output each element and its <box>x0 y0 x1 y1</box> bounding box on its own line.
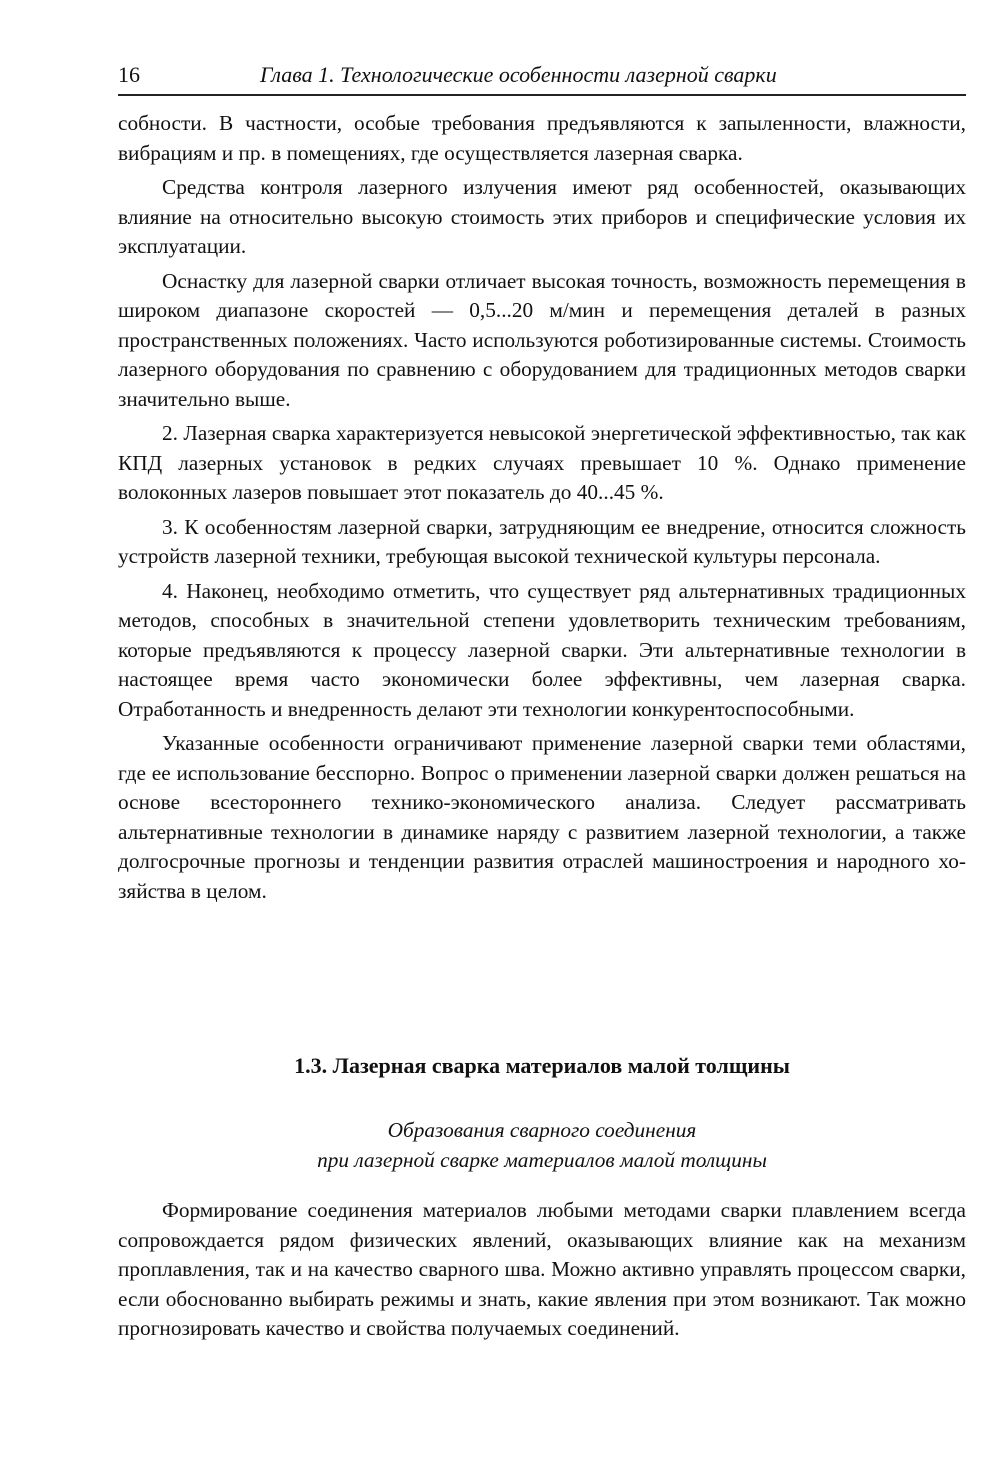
paragraph-point-2: 2. Лазерная сварка характеризуется невысокой энергетической эффективностью, так как КПД лазерных установок в редких случаях превышает 10 %. Однако применение волоконных лазеров повышает этот показатель до 40...45 %. <box>118 421 966 504</box>
paragraph-continuation: собности. В частности, особые требования предъявляются к запыленности, влажности, вибрациям и пр. в помещениях, где осуществляется лазерная сварка. <box>118 111 966 165</box>
paragraph-point-3: 3. К особенностям лазерной сварки, затрудняющим ее внедрение, относится сложность устройств лазерной техники, требующая высокой технической культуры персонала. <box>118 514 966 568</box>
section-body <box>118 1196 966 1344</box>
paragraph-joint-formation: Формирование соединения материалов любыми методами сварки плавлением всегда сопровождается рядом физических явлений, оказывающих влияние как на механизм проплавления, так и на качество сварного шва. Можно активно управлять процессом сварки, если обоснованно выбирать режимы и знать, какие явления при этом возникают. Так можно прогнозировать качество и свойства получаемых соединений. <box>118 1198 966 1340</box>
paragraph-equipment: Оснастку для лазерной сварки отличает высокая точность, возможность перемещения в широком диапазоне скоростей — 0,5...20 м/мин и перемещения деталей в разных пространственных положениях. Часто используются роботизированные системы. Стоимость лазерного оборудования по сравнению с оборудованием для традиционных методов сварки значительно выше. <box>118 268 966 411</box>
subsection-heading <box>118 1115 966 1175</box>
page-number: 16 <box>118 62 140 87</box>
paragraph-control-means: Средства контроля лазерного излучения имеют ряд особенностей, оказывающих влияние на относительно высокую стоимость этих приборов и специфические условия их эксплуатации. <box>118 175 966 258</box>
section-heading: 1.3. Лазерная сварка материалов малой толщины <box>294 1053 790 1078</box>
paragraph-conclusion: Указанные особенности ограничивают применение лазерной сварки теми областями, где ее использование бесспорно. Вопрос о применении лазерной сварки должен решаться на основе всестороннего технико-экономического анализа. Следует рассматривать альтернативные технологии в динамике наряду с развитием лазерной технологии, а также долгосрочные прогнозы и тенденции развития отраслей машиностроения и народного хозяйства в целом. <box>118 731 966 903</box>
page-header <box>118 62 966 96</box>
subheading-line-2: при лазерной сварке материалов малой толщины <box>317 1148 767 1172</box>
running-title: Глава 1. Технологические особенности лазерной сварки <box>260 62 777 87</box>
paragraph-point-4: 4. Наконец, необходимо отметить, что существует ряд альтернативных традиционных методов, способных в значительной степени удовлетворить техническим требованиям, которые предъявляются к процессу лазерной сварки. Эти альтернативные технологии в настоящее время часто экономически более эффективны, чем лазерная сварка. Отработанность и внедренность делают эти технологии конкурентоспособными. <box>118 578 966 721</box>
subheading-line-1: Образования сварного соединения <box>387 1118 697 1142</box>
body-text <box>118 109 966 906</box>
